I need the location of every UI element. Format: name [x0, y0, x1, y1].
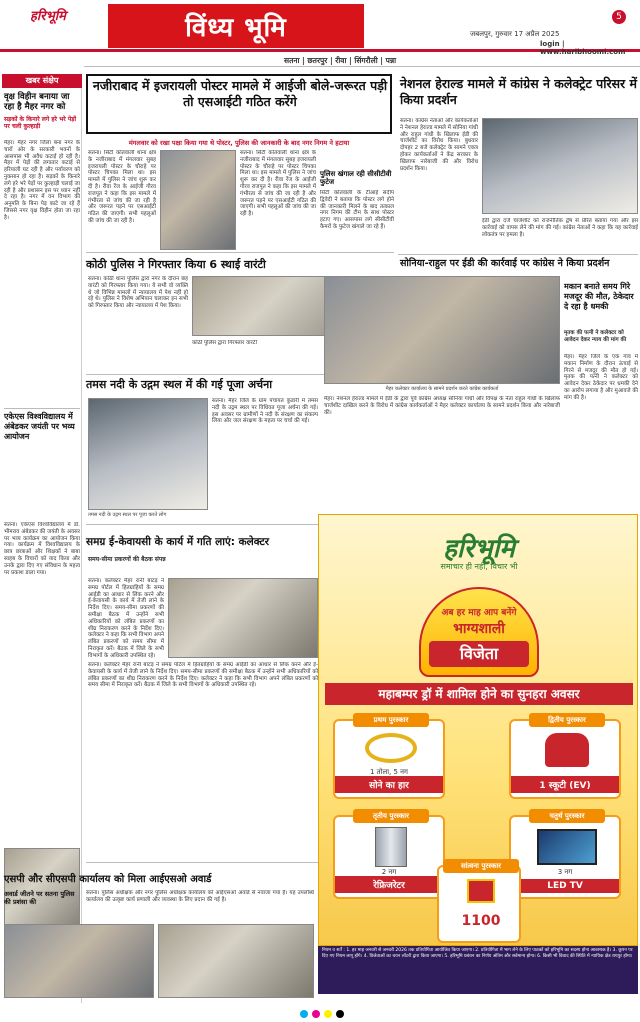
prize-card — [509, 716, 621, 799]
main-story-body-col2: सतना। सिटी कोतवाली थाना क्षेत्र के नजीराबाद में मंगलवार सुबह इजरायली पोस्टर के चौराहे पर पोस्टर चिपका मिला था। इस मामले में पुलिस ने जांच शुरू कर दी है। रीवा रेंज के आईजी गौरव राजपूत ने कहा कि इस मामले में गंभीरता से जांच की जा रही है और जरूरत पड़ने पर एसआईटी गठित की जाएगी। सभी पहलुओं की जांच की जा रही है। — [240, 150, 316, 218]
award-story-body: सतना। पुलिस अधीक्षक और नगर पुलिस अधीक्षक कार्यालय को आईएसओ अवार्ड से नवाजा गया है। यह उपलब्धि कार्यालय की उत्कृष्ट कार्य प्रणाली और व्यवस्था के लिए प्रदान की गई है। — [86, 890, 314, 903]
divider — [86, 252, 394, 253]
congress-story-photo — [324, 276, 560, 384]
prize-name: रेफ्रिजरेटर — [335, 876, 443, 893]
samagra-story-body: सतना। कलेक्टर मैहर रानी बाटड़ ने समग्र पोर्टल में हितग्राहियों के समग्र आईडी का आधार से लिंक करने और ई-केवायसी के कार्य में तेजी लाने के निर्देश दिए। समय-सीमा प्रकरणों की समीक्षा बैठक में उन्होंने सभी अधिकारियों को लंबित प्रकरणों का शीघ्र निराकरण करने के निर्देश दिए। कलेक्टर ने कहा कि सभी विभाग अपने लंबित प्रकरणों को समय सीमा में निराकृत करें। बैठक में जिले के सभी विभागों के अधिकारी उपस्थित रहे। — [88, 578, 164, 658]
magenta-mark-icon — [312, 1010, 320, 1018]
black-mark-icon — [336, 1010, 344, 1018]
sidebar-heading: खबर संक्षेप — [2, 74, 82, 88]
mazdoor-story-title[interactable]: मकान बनाते समय गिरे मजदूर की मौत, ठेकेदार दे रहा है धमकी — [564, 282, 634, 311]
prize-tag: प्रथम पुरस्कार — [353, 713, 429, 727]
tamas-story-title[interactable]: तमस नदी के उद्गम स्थल में की गई पूजा अर्चना — [86, 378, 273, 391]
ad-fine-print: नियम व शर्तें : 1. हर माह जनवरी से जनवरी 2026 तक प्रतियोगिता आयोजित किया जाएगा। 2. प्रतियोगिता में भाग लेने के लिए पाठकों को हरिभूमि का सदस्य होना आवश्यक है। 3. कूपन पर दिए गए नियम लागू होंगे। 4. विजेताओं का चयन लॉटरी द्वारा किया जाएगा। 5. हरिभूमि प्रबंधन का निर्णय अंतिम और सर्वमान्य होगा। 6. किसी भी विवाद की स्थिति में न्यायिक क्षेत्र रायपुर होगा। — [318, 946, 638, 994]
yellow-mark-icon — [324, 1010, 332, 1018]
samagra-story-title[interactable]: समग्र ई-केवायसी के कार्य में गति लाएं: कलेक्टर — [86, 536, 270, 548]
main-story-photo — [160, 150, 236, 250]
prize-name: LED TV — [511, 879, 619, 893]
prize-qty: 3 नग — [557, 868, 573, 876]
prize-name: 1 स्कूटी (EV) — [511, 776, 619, 793]
necklace-icon — [365, 733, 417, 763]
kothi-story-body: सतना। कोठी थाना पुलिस द्वारा नगर के दौरान छह वारंटी को गिरफ्तार किया गया। ये सभी वो व्यक्ति थे जो विभिन्न मामलों में न्यायालय में पेश नहीं हो रहे थे। पुलिस ने विशेष अभियान चलाकर इन सभी को गिरफ्तार किया और न्यायालय में पेश किया। — [88, 276, 188, 310]
ad-banner-line1: अब हर माह आप बनेंगे — [441, 608, 517, 618]
gift-icon — [467, 879, 495, 903]
divider — [398, 254, 638, 255]
samagra-story-body-cont: सतना। कलेक्टर मैहर रानी बाटड़ ने समग्र पोर्टल में हितग्राहियों के समग्र आईडी का आधार से लिंक करने और ई-केवायसी के कार्य में तेजी लाने के निर्देश दिए। समय-सीमा प्रकरणों की समीक्षा बैठक में उन्होंने सभी अधिकारियों को लंबित प्रकरणों का शीघ्र निराकरण करने के निर्देश दिए। कलेक्टर ने कहा कि सभी विभाग अपने लंबित प्रकरणों को समय सीमा में निराकृत करें। बैठक में जिले के सभी विभागों के अधिकारी उपस्थित रहे। — [88, 662, 318, 689]
kothi-story-title[interactable]: कोठी पुलिस ने गिरफ्तार किया 6 स्थाई वारंटी — [86, 258, 266, 271]
sidebar-story1-body: मैहर। मैहर नगर जिला बना नगर के चारों ओर के सरकारी भवनों के आसपास भी अवैध कटाई हो रही है। मैहर में पेड़ों की लगातार कटाई से हरियाली घट रही है और पर्यावरण को नुकसान हो रहा है। सड़कों के किनारे लगे हरे भरे पेड़ों पर कुल्हाड़ी चलाई जा रही है और प्रशासन इस पर ध्यान नहीं दे रहा है। नगर में वन विभाग की अनुमति के बिना पेड़ काटे जा रहे हैं जिससे नगर वृक्ष विहीन होता जा रहा है। — [4, 140, 80, 221]
tamas-story-photo — [88, 398, 208, 510]
congress-story-caption: मैहर कलेक्टर कार्यालय के सामने प्रदर्शन करते कांग्रेस कार्यकर्ता — [385, 386, 499, 392]
mazdoor-story-sub: मृतक की पत्नी ने कलेक्टर को आवेदन देकर न्याय की मांग की — [564, 330, 627, 343]
tamas-story-body: सतना। मैहर जिले के ग्राम पंचायत कुडारी में तमस नदी के उद्गम स्थल पर विधिवत पूजा अर्चना की गई। इस अवसर पर ग्रामीणों ने नदी के संरक्षण का संकल्प लिया और जल संरक्षण के महत्व पर चर्चा की गई। — [212, 398, 318, 425]
sidebar-story1-title[interactable]: वृक्ष विहीन बनाया जा रहा है मैहर नगर को — [4, 92, 70, 112]
right-story-title[interactable]: नेशनल हेराल्ड मामले में कांग्रेस ने कलेक्ट्रेट परिसर में किया प्रदर्शन — [400, 76, 637, 107]
prize-tag: तृतीय पुरस्कार — [353, 809, 429, 823]
prize-card — [509, 812, 621, 899]
scooter-icon — [545, 733, 589, 767]
samagra-story-sub: समय-सीमा प्रकरणों की बैठक संपन्न — [88, 556, 166, 563]
website-link[interactable]: login | www.haribhoomi.com — [540, 40, 626, 56]
ad-brand: हरिभूमि — [443, 534, 515, 564]
mazdoor-story-body: मैहर। मैहर जिले के एक गांव में मकान निर्माण के दौरान ऊंचाई से गिरने से मजदूर की मौत हो गई। मृतक की पत्नी ने कलेक्टर को आवेदन देकर ठेकेदार पर धमकी देने का आरोप लगाया है और मुआवजे की मांग की है। — [564, 354, 638, 401]
ad-banner-line2: भाग्यशाली — [453, 621, 505, 637]
page-number: 5 — [612, 10, 626, 24]
page-title: विंध्य भूमि — [108, 4, 364, 48]
tv-icon — [537, 829, 597, 865]
main-story-body: सतना। सिटी कोतवाली थाना क्षेत्र के नजीराबाद में मंगलवार सुबह इजरायली पोस्टर के चौराहे पर पोस्टर चिपका मिला था। इस मामले में पुलिस ने जांच शुरू कर दी है। रीवा रेंज के आईजी गौरव राजपूत ने कहा कि इस मामले में गंभीरता से जांच की जा रही है और जरूरत पड़ने पर एसआईटी गठित की जाएगी। सभी पहलुओं की जांच की जा रही है। — [88, 150, 156, 224]
main-story-body2: सिटी कोतवाली के टीआई संदीप द्विवेदी ने बताया कि पोस्टर लगे होने की जानकारी मिलने के बाद तत्काल नगर निगम की टीम के साथ पोस्टर हटाए गए। आसपास लगे सीसीटीवी कैमरों के फुटेज खंगाले जा रहे हैं। — [320, 190, 394, 230]
prize-name: 1100 — [461, 913, 501, 929]
award-story-photo2 — [158, 924, 314, 998]
sidebar-story2-body: सतना। एकेएस विश्वविद्यालय में डॉ. भीमराव अंबेडकर की जयंती के अवसर पर भव्य कार्यक्रम का आयोजन किया गया। कार्यक्रम में विश्वविद्यालय के छात्र छात्राओं और शिक्षकों ने बाबा साहब के विचारों को याद किया और उनके द्वारा दिए गए संविधान के महत्व पर प्रकाश डाला गया। — [4, 522, 80, 576]
prize-qty: 1 तोला, 5 नग — [370, 768, 408, 776]
divider — [86, 862, 318, 863]
divider — [84, 66, 640, 67]
right-story-photo — [482, 118, 638, 214]
sidebar-story2-title[interactable]: एकेएस विश्वविद्यालय में अंबेडकर जयंती पर भव्य आयोजन — [4, 412, 75, 441]
prize-tag: द्वितीय पुरस्कार — [529, 713, 605, 727]
sidebar-story1-sub: सड़कों के किनारे लगे हरे भरे पेड़ों पर चली कुल्हाड़ी — [4, 116, 76, 130]
prize-qty: 2 नग — [381, 868, 397, 876]
print-marks — [0, 1003, 640, 1015]
tamas-story-caption: तमस नदी के उद्गम स्थल पर पूजा करते लोग — [88, 512, 167, 518]
prize-name: सोने का हार — [335, 776, 443, 793]
divider — [4, 408, 80, 409]
prize-tag: चतुर्थ पुरस्कार — [529, 809, 605, 823]
main-story-subhead: पुलिस खंगाल रही सीसीटीवी फुटेज — [320, 170, 392, 186]
right-story-body2: ईडी द्वारा दर्ज चार्जशीट को राजनीतिक द्वेष से प्रेरित बताया गया और इस कार्रवाई को वापस लेने की मांग की गई। कांग्रेस नेताओं ने कहा कि यह कार्रवाई लोकतंत्र पर हमला है। — [482, 218, 638, 238]
ad-tagline: समाचार ही नहीं, विचार भी — [440, 562, 518, 571]
divider — [86, 524, 318, 525]
cyan-mark-icon — [300, 1010, 308, 1018]
award-story-photo1 — [4, 924, 154, 998]
edition-list: सतना | छतरपुर | रीवा | सिंगरौली | पन्ना — [284, 56, 397, 65]
prize-card — [333, 716, 445, 799]
prize-tag: सांत्वना पुरस्कार — [443, 859, 519, 873]
main-story-title[interactable]: नजीराबाद में इजरायली पोस्टर मामले में आईजी बोले-जरूरत पड़ी तो एसआईटी गठित करेंगे — [92, 78, 388, 109]
kothi-story-caption: कोठी पुलिस द्वारा गिरफ्तार वारंटी — [192, 340, 257, 346]
congress-story-body: मैहर। नेशनल हेराल्ड मामले में ईडी के द्वारा पूर्व कांग्रेस अध्यक्ष सोनिया गांधी और विपक्ष के नेता राहुल गांधी के खिलाफ चार्जशीट दाखिल करने के विरोध में कांग्रेस कार्यकर्ताओं ने मैहर कलेक्टर कार्यालय के सामने प्रदर्शन किया और नारेबाजी की। — [324, 396, 560, 416]
main-story-subline: मंगलवार को रखा पक्षा किया गया थे पोस्टर, पुलिस की जानकारी के बाद नगर निगम ने हटाया — [128, 139, 350, 147]
right-story-body: सतना। कांग्रेस नेताओं और कार्यकर्ताओं ने नेशनल हेराल्ड मामले में सोनिया गांधी और राहुल गांधी के खिलाफ ईडी की चार्जशीट का विरोध किया। बुधवार दोपहर 2 बजे कलेक्ट्रेट के सामने एकत्र होकर कार्यकर्ताओं ने केंद्र सरकार के खिलाफ नारेबाजी की और विरोध प्रदर्शन किया। — [400, 118, 478, 172]
fridge-icon — [375, 827, 407, 867]
congress-story-title[interactable]: सोनिया-राहुल पर ईडी की कार्रवाई पर कांग्रेस ने किया प्रदर्शन — [400, 258, 610, 269]
award-story-title[interactable]: एसपी और सीएसपी कार्यालय को मिला आईएसओ अवार्ड — [4, 874, 212, 885]
samagra-story-photo — [168, 578, 318, 658]
award-story-sub: अवार्ड जीतने पर सतना पुलिस की प्रशंसा की — [4, 890, 75, 906]
ad-banner-word: विजेता — [429, 641, 529, 667]
ad-strip: महाबम्पर ड्रॉ में शामिल होने का सुनहरा अवसर — [325, 683, 633, 705]
prize-card — [437, 862, 521, 943]
ad-banner — [419, 587, 539, 677]
brand-logo: हरिभूमि — [30, 9, 66, 24]
advertisement[interactable] — [318, 514, 638, 946]
prize-card — [333, 812, 445, 899]
dateline: जबलपुर, गुरुवार 17 अप्रैल 2025 — [470, 30, 560, 38]
